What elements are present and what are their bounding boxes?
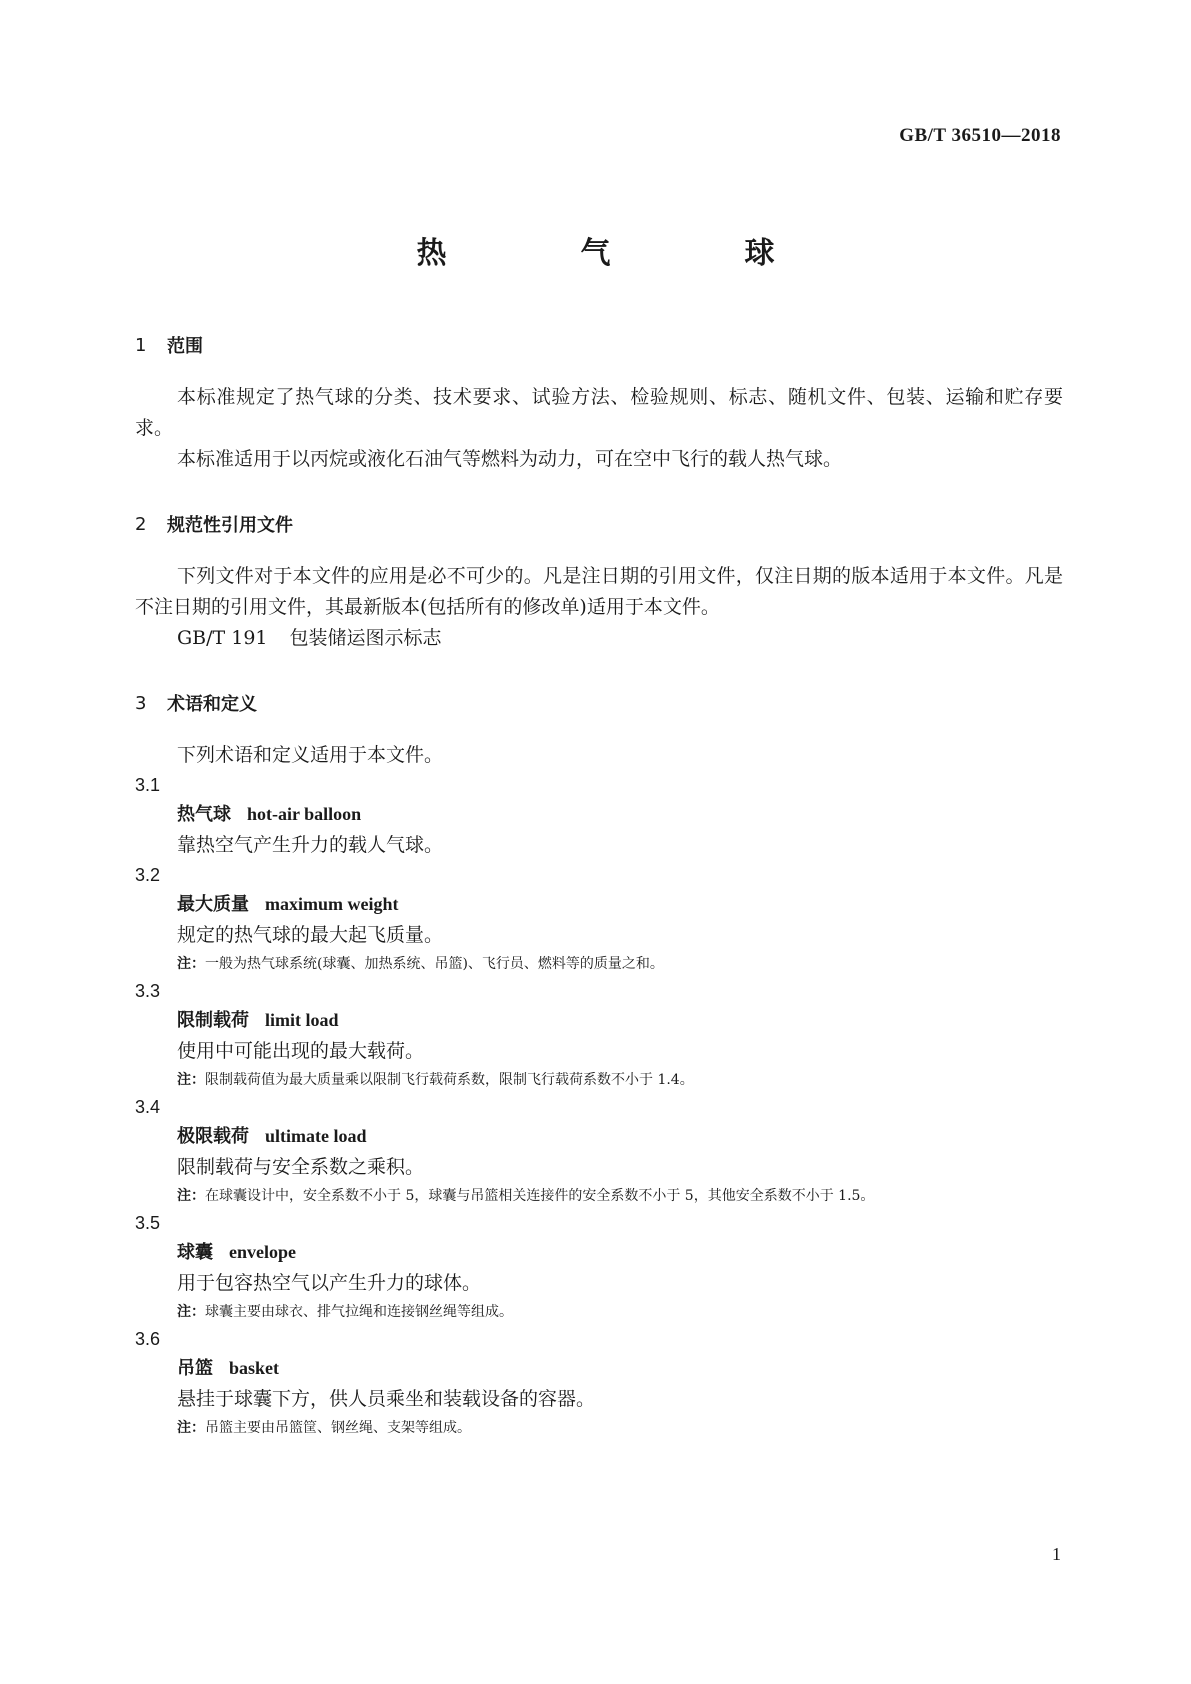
term-zh: 限制载荷 (177, 1010, 249, 1031)
term-entry (135, 1121, 1063, 1152)
term-entry (135, 889, 1063, 920)
term-zh: 热气球 (177, 804, 231, 825)
section-2-heading (135, 509, 1063, 539)
note-text: 限制载荷值为最大质量乘以限制飞行载荷系数，限制飞行载荷系数不小于 1.4。 (205, 1072, 694, 1088)
term-definition: 规定的热气球的最大起飞质量。 (177, 924, 444, 946)
note-label: 注： (177, 1072, 205, 1088)
note-label: 注： (177, 1420, 205, 1436)
note-text: 吊篮主要由吊篮筐、钢丝绳、支架等组成。 (205, 1420, 471, 1436)
page-number: 1 (1052, 1544, 1061, 1564)
document-title: 热 气 球 (416, 236, 827, 271)
section-title: 规范性引用文件 (167, 515, 293, 536)
paragraph: 本标准规定了热气球的分类、技术要求、试验方法、检验规则、标志、随机文件、包装、运输和贮存要求。 (135, 386, 1063, 439)
section-number: 3 (135, 692, 147, 714)
term-entry (135, 1237, 1063, 1268)
term-note (135, 1183, 1063, 1209)
term-en: basket (229, 1358, 280, 1378)
term-definition: 悬挂于球囊下方，供人员乘坐和装载设备的容器。 (177, 1388, 596, 1410)
term-en: maximum weight (265, 894, 399, 914)
reference-title: 包装储运图示标志 (289, 627, 442, 649)
paragraph: 下列术语和定义适用于本文件。 (177, 744, 444, 766)
paragraph: 下列文件对于本文件的应用是必不可少的。凡是注日期的引用文件，仅注日期的版本适用于本文件。凡是不注日期的引用文件，其最新版本(包括所有的修改单)适用于本文件。 (135, 565, 1063, 618)
term-entry (135, 1005, 1063, 1036)
section-title: 范围 (167, 336, 203, 357)
section-number: 2 (135, 513, 147, 535)
term-definition: 靠热空气产生升力的载人气球。 (177, 834, 444, 856)
term-number: 3.3 (135, 981, 161, 1001)
note-text: 一般为热气球系统(球囊、加热系统、吊篮)、飞行员、燃料等的质量之和。 (205, 956, 664, 972)
reference-code: GB/T 191 (177, 627, 268, 649)
term-number: 3.1 (135, 775, 161, 795)
section-1-heading (135, 330, 1063, 360)
term-en: ultimate load (265, 1126, 367, 1146)
term-note (135, 1067, 1063, 1093)
note-label: 注： (177, 1188, 205, 1204)
standard-code: GB/T 36510—2018 (899, 125, 1061, 146)
term-number: 3.2 (135, 865, 161, 885)
term-number: 3.4 (135, 1097, 161, 1117)
term-en: envelope (229, 1242, 296, 1262)
note-text: 球囊主要由球衣、排气拉绳和连接钢丝绳等组成。 (205, 1304, 513, 1320)
term-number: 3.6 (135, 1329, 161, 1349)
term-en: hot-air balloon (247, 804, 362, 824)
term-definition: 用于包容热空气以产生升力的球体。 (177, 1272, 482, 1294)
section-title: 术语和定义 (167, 694, 257, 715)
note-text: 在球囊设计中，安全系数不小于 5，球囊与吊篮相关连接件的安全系数不小于 5，其他安全系数不小于 1.5。 (205, 1188, 875, 1204)
term-en: limit load (265, 1010, 339, 1030)
document-body (135, 330, 1063, 1441)
paragraph: 本标准适用于以丙烷或液化石油气等燃料为动力，可在空中飞行的载人热气球。 (177, 448, 843, 470)
term-zh: 最大质量 (177, 894, 249, 915)
term-definition: 使用中可能出现的最大载荷。 (177, 1040, 425, 1062)
term-zh: 极限载荷 (177, 1126, 249, 1147)
term-note (135, 1415, 1063, 1441)
term-entry (135, 799, 1063, 830)
note-label: 注： (177, 956, 205, 972)
term-zh: 吊篮 (177, 1358, 213, 1379)
term-note (135, 951, 1063, 977)
note-label: 注： (177, 1304, 205, 1320)
section-3-heading (135, 688, 1063, 718)
term-note (135, 1299, 1063, 1325)
term-definition: 限制载荷与安全系数之乘积。 (177, 1156, 425, 1178)
term-entry (135, 1353, 1063, 1384)
section-number: 1 (135, 334, 147, 356)
term-zh: 球囊 (177, 1242, 213, 1263)
term-number: 3.5 (135, 1213, 161, 1233)
normative-reference (135, 623, 1063, 654)
